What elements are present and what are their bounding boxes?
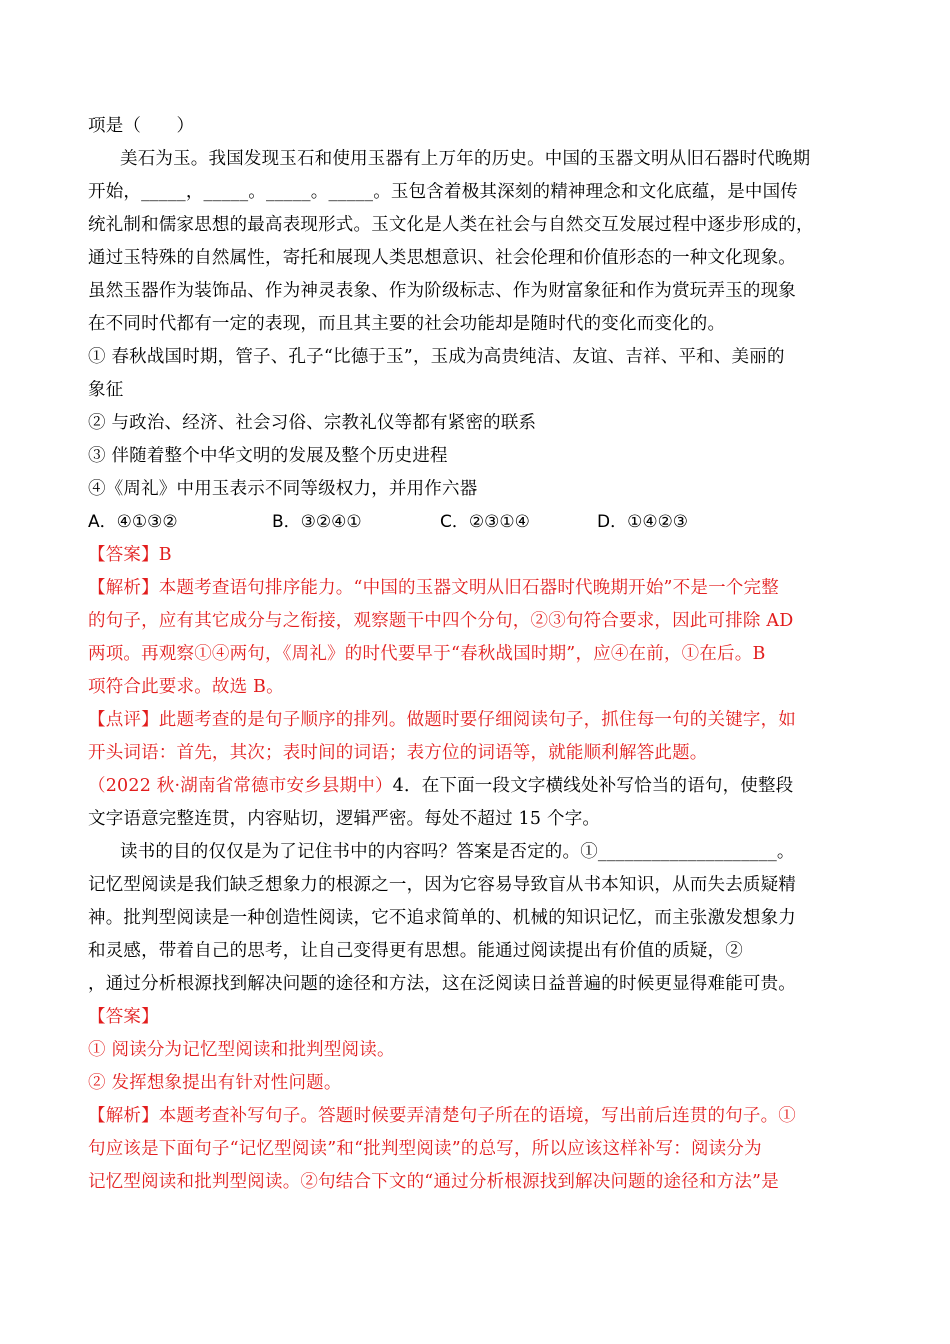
sentence-item: ④《周礼》中用玉表示不同等级权力，并用作六器 (88, 479, 478, 499)
answer-item: ① 阅读分为记忆型阅读和批判型阅读。 (88, 1040, 395, 1060)
option-c: C．②③①④ (440, 512, 530, 532)
answer-line: 【答案】B (88, 545, 172, 565)
analysis-line: 两项。再观察①④两句，《周礼》的时代要早于“春秋战国时期”，应④在前，①在后。B (88, 644, 766, 664)
sentence-item: 象征 (88, 380, 124, 400)
passage-line: 统礼制和儒家思想的最高表现形式。玉文化是人类在社会与自然交互发展过程中逐步形成的， (88, 215, 814, 235)
passage-line: 神。批判型阅读是一种创造性阅读，它不追求简单的、机械的知识记忆，而主张激发想象力 (88, 908, 796, 928)
passage-line: 在不同时代都有一定的表现，而且其主要的社会功能却是随时代的变化而变化的。 (88, 314, 726, 334)
comment-line: 开头词语：首先，其次；表时间的词语；表方位的词语等，就能顺利解答此题。 (88, 743, 708, 763)
question-4-stem-text: 4．在下面一段文字横线处补写恰当的语句，使整段 (392, 776, 794, 796)
question-4-stem: 文字语意完整连贯，内容贴切，逻辑严密。每处不超过 15 个字。 (88, 809, 601, 829)
answer-label: 【答案】 (88, 1007, 159, 1027)
passage-line: 虽然玉器作为装饰品、作为神灵表象、作为阶级标志、作为财富象征和作为赏玩弄玉的现象 (88, 281, 796, 301)
question-source: （2022 秋·湖南省常德市安乡县期中） (88, 776, 393, 796)
analysis-line: 【解析】本题考查语句排序能力。“中国的玉器文明从旧石器时代晚期开始”不是一个完整 (88, 578, 779, 598)
passage-line: 读书的目的仅仅是为了记住书中的内容吗？答案是否定的。①____________________。 (120, 842, 795, 862)
sentence-item: ③ 伴随着整个中华文明的发展及整个历史进程 (88, 446, 448, 466)
answer-options (88, 506, 878, 539)
analysis-line: 项符合此要求。故选 B。 (88, 677, 284, 697)
sentence-item: ① 春秋战国时期，管子、孔子“比德于玉”，玉成为高贵纯洁、友谊、吉祥、平和、美丽的 (88, 347, 785, 367)
sentence-item: ② 与政治、经济、社会习俗、宗教礼仪等都有紧密的联系 (88, 413, 537, 433)
analysis-line: 【解析】本题考查补写句子。答题时候要弄清楚句子所在的语境，写出前后连贯的句子。① (88, 1106, 796, 1126)
option-d: D．①④②③ (597, 512, 689, 532)
comment-line: 【点评】此题考查的是句子顺序的排列。做题时要仔细阅读句子，抓住每一句的关键字，如 (88, 710, 796, 730)
passage-line: 通过玉特殊的自然属性，寄托和展现人类思想意识、社会伦理和价值形态的一种文化现象。 (88, 248, 796, 268)
option-a: A．④①③② (88, 512, 178, 532)
question-stem-tail: 项是（ ） (88, 116, 195, 136)
analysis-line: 的句子，应有其它成分与之衔接，观察题干中四个分句，②③句符合要求，因此可排除 AD (88, 611, 794, 631)
passage-line: 和灵感，带着自己的思考，让自己变得更有思想。能通过阅读提出有价值的质疑，② (88, 941, 743, 961)
document-page (88, 110, 878, 1199)
analysis-line: 句应该是下面句子“记忆型阅读”和“批判型阅读”的总写，所以应该这样补写：阅读分为 (88, 1139, 762, 1159)
passage-line: 记忆型阅读是我们缺乏想象力的根源之一，因为它容易导致盲从书本知识，从而失去质疑精 (88, 875, 796, 895)
passage-line: 开始，_____，_____。_____。_____。玉包含着极其深刻的精神理念和文化底蕴，是中国传 (88, 182, 798, 202)
question-4-stem (88, 770, 878, 803)
option-b: B．③②④① (272, 512, 362, 532)
answer-item: ② 发挥想象提出有针对性问题。 (88, 1073, 342, 1093)
passage-line: 美石为玉。我国发现玉石和使用玉器有上万年的历史。中国的玉器文明从旧石器时代晚期 (120, 149, 811, 169)
analysis-line: 记忆型阅读和批判型阅读。②句结合下文的“通过分析根源找到解决问题的途径和方法”是 (88, 1172, 779, 1192)
passage-line: ，通过分析根源找到解决问题的途径和方法，这在泛阅读日益普遍的时候更显得难能可贵。 (88, 974, 796, 994)
